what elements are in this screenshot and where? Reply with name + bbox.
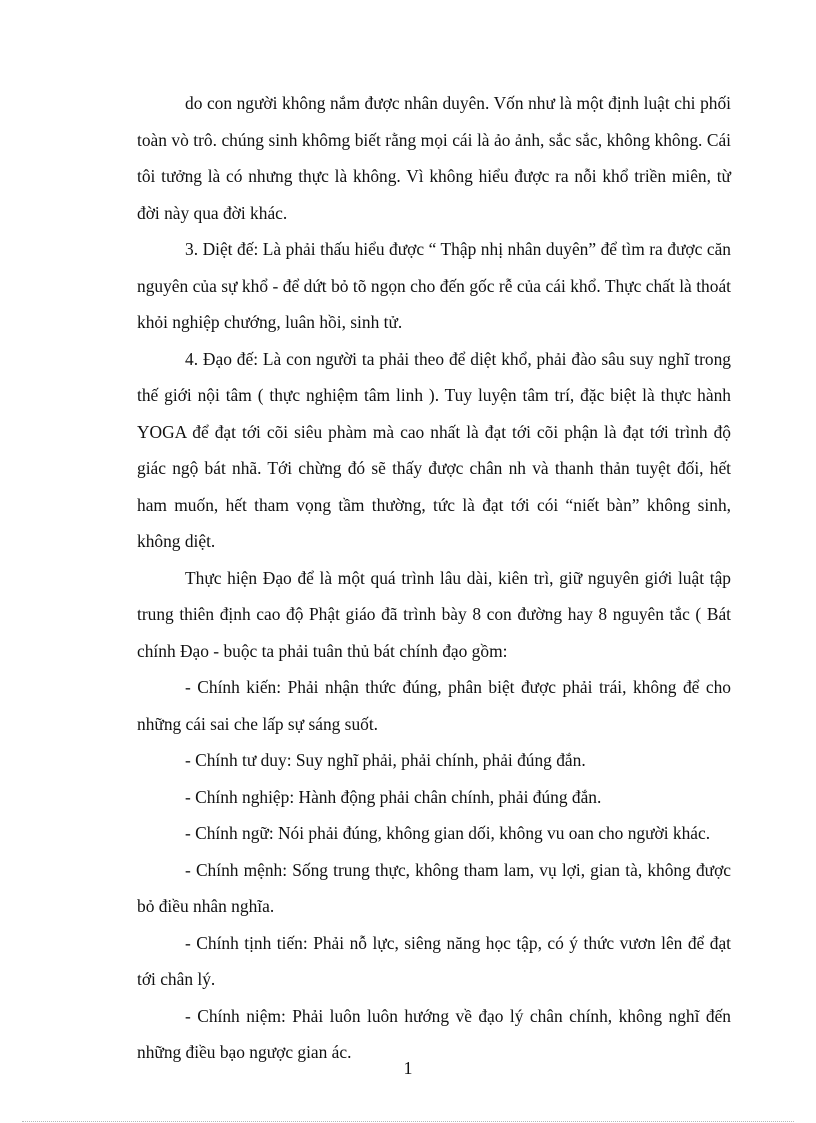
paragraph: 3. Diệt đế: Là phải thấu hiểu được “ Thập nhị nhân duyên” để tìm ra được căn nguyên của sự khổ - để dứt bỏ tõ ngọn cho đến gốc rễ của cái khổ. Thực chất là thoát khỏi nghiệp chướng, luân hồi, sinh tử.	[137, 239, 731, 332]
paragraph: 4. Đạo đế: Là con người ta phải theo để diệt khổ, phải đào sâu suy nghĩ trong thế giới nội tâm ( thực nghiệm tâm linh ). Tuy luyện tâm trí, đặc biệt là thực hành YOGA để đạt tới cõi siêu phàm mà cao nhất là đạt tới cõi phận là đạt tới trình độ giác ngộ bát nhã. Tới chừng đó sẽ thấy được chân nh và thanh thản tuyệt đối, hết ham muốn, hết tham vọng tầm thường, tức là đạt tới cói “niết bàn” không sinh, không diệt.	[137, 348, 731, 551]
list-item: - Chính tịnh tiến: Phải nỗ lực, siêng năng học tập, có ý thức vươn lên để đạt tới chân lý.	[137, 932, 731, 989]
list-item: - Chính mệnh: Sống trung thực, không tham lam, vụ lợi, gian tà, không được bỏ điều nhân nghĩa.	[137, 859, 731, 916]
list-item: - Chính niệm: Phải luôn luôn hướng về đạo lý chân chính, không nghĩ đến những điều bạo ngược gian ác.	[137, 1005, 731, 1062]
list-item: - Chính kiến: Phải nhận thức đúng, phân biệt được phải trái, không để cho những cái sai che lấp sự sáng suốt.	[137, 677, 731, 734]
paragraph: Thực hiện Đạo để là một quá trình lâu dài, kiên trì, giữ nguyên giới luật tập trung thiên định cao độ Phật giáo đã trình bày 8 con đường hay 8 nguyên tắc ( Bát chính Đạo - buộc ta phải tuân thủ bát chính đạo gồm:	[137, 567, 731, 661]
body-text	[137, 85, 731, 1071]
list-item: - Chính tư duy: Suy nghĩ phải, phải chính, phải đúng đắn.	[185, 750, 586, 770]
list-item: - Chính nghiệp: Hành động phải chân chính, phải đúng đắn.	[185, 786, 602, 807]
page-bottom-divider	[22, 1121, 794, 1122]
page-number: 1	[403, 1058, 413, 1078]
paragraph: do con người không nắm được nhân duyên. Vốn như là một định luật chi phối toàn vò trô. chúng sinh khômg biết rằng mọi cái là ảo ảnh, sắc sắc, không không. Cái tôi tưởng là có nhưng thực là không. Vì không hiểu được ra nỗi khổ triền miên, từ đời này qua đời khác.	[137, 93, 731, 223]
list-item: - Chính ngữ: Nói phải đúng, không gian dối, không vu oan cho người khác.	[185, 823, 711, 843]
